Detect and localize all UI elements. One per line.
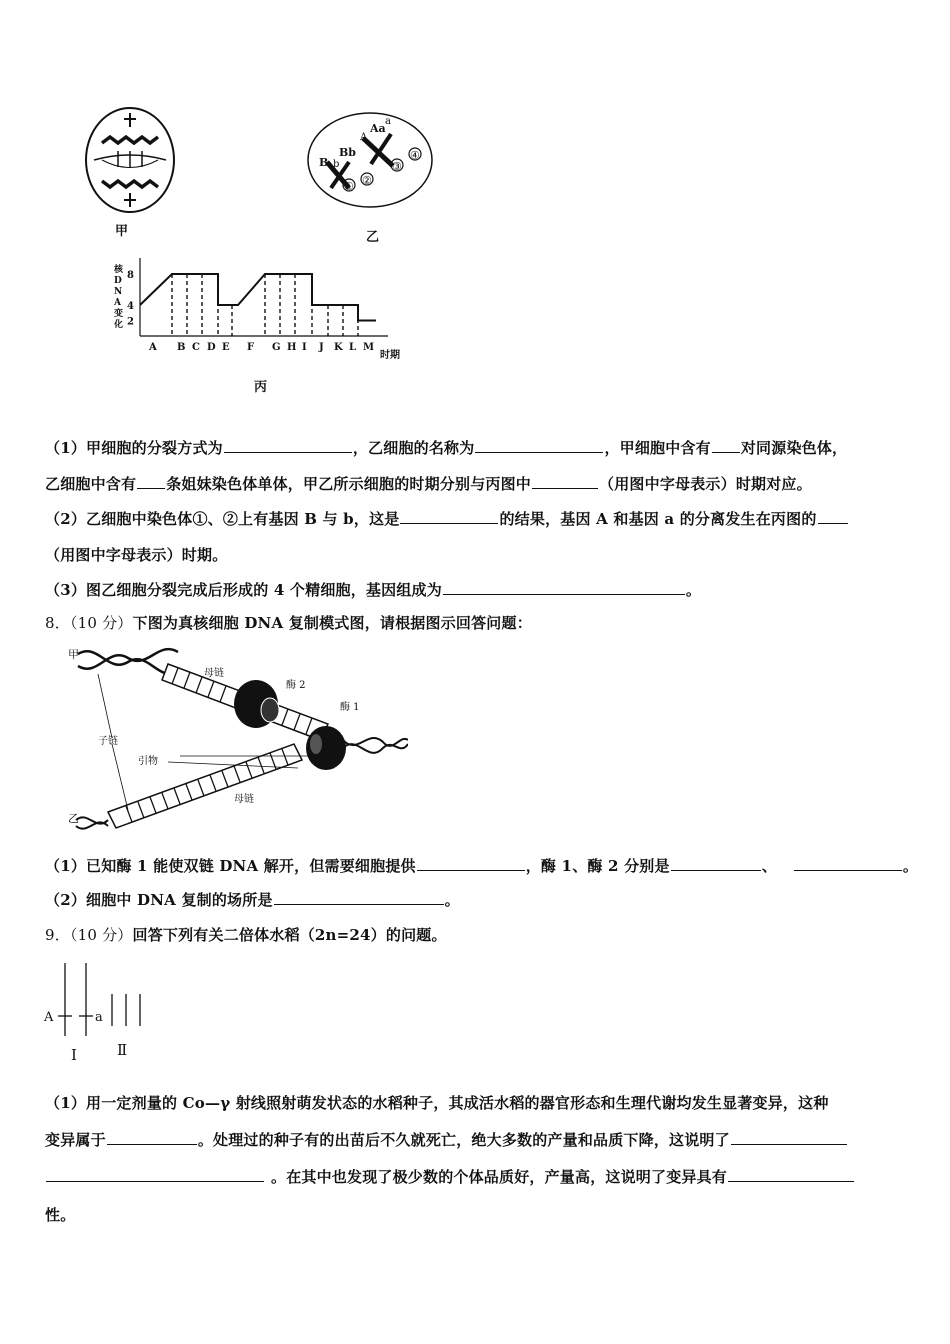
yi-gene-Bb: Bb bbox=[339, 146, 356, 159]
q8-blank-enzyme1[interactable] bbox=[671, 856, 761, 871]
rice-gene-A: A bbox=[44, 1010, 54, 1025]
y-axis-label bbox=[113, 263, 124, 330]
q7-blank-cell-name[interactable] bbox=[475, 438, 603, 453]
cell-jia-figure bbox=[80, 105, 180, 215]
yi-number-1: ① bbox=[344, 180, 354, 193]
y-axis-label-char: A bbox=[114, 298, 121, 308]
cell-yi-figure bbox=[305, 110, 435, 210]
q8-blank-location[interactable] bbox=[274, 890, 444, 905]
x-tick-label-F: F bbox=[247, 342, 255, 353]
dna-label-enzyme1: 酶 1 bbox=[340, 702, 360, 713]
q7-blank-periods[interactable] bbox=[532, 474, 598, 489]
x-tick-label-C: C bbox=[192, 342, 200, 353]
dna-label-mother-strand-top: 母链 bbox=[204, 668, 224, 679]
q7-part1-line2: 乙细胞中含有 条姐妹染色体单体，甲乙所示细胞的时期分别与丙图中 （用图中字母表示）时期对应。 bbox=[45, 475, 812, 493]
yi-number-3: ③ bbox=[392, 160, 402, 173]
x-tick-label-H: H bbox=[287, 342, 297, 353]
q7-part2-line2: （用图中字母表示）时期。 bbox=[45, 546, 228, 564]
q9-stem: 9．（10 分）回答下列有关二倍体水稻（2n=24）的问题。 bbox=[45, 926, 447, 944]
q8-stem: 8．（10 分）下图为真核细胞 DNA 复制模式图，请根据图示回答问题： bbox=[45, 614, 532, 632]
y-axis-label-char: 变 bbox=[114, 309, 124, 319]
q9-blank-variation-type[interactable] bbox=[107, 1130, 197, 1145]
q9-part1-line1: （1）用一定剂量的 Co—γ 射线照射萌发状态的水稻种子，其成活水稻的器官形态和生理代谢均发生显著变异，这种 bbox=[45, 1094, 829, 1112]
rice-label-II: Ⅱ bbox=[117, 1041, 128, 1059]
x-tick-label-I: I bbox=[302, 342, 307, 353]
x-tick-label-J: J bbox=[319, 342, 324, 353]
q8-blank-enzyme2[interactable] bbox=[794, 856, 902, 871]
y-tick-label-4: 4 bbox=[127, 301, 134, 312]
dna-label-jia: 甲 bbox=[68, 648, 79, 661]
x-tick-label-B: B bbox=[177, 342, 186, 353]
yi-gene-a: a bbox=[385, 116, 391, 127]
y-axis-label-char: N bbox=[114, 287, 123, 297]
x-tick-label-A: A bbox=[149, 342, 157, 353]
rice-chromosome-figure bbox=[40, 958, 160, 1068]
yi-gene-B: B bbox=[319, 156, 329, 169]
dna-label-enzyme2: 酶 2 bbox=[286, 680, 306, 691]
yi-number-4: ④ bbox=[410, 149, 420, 162]
q7-blank-cause[interactable] bbox=[400, 509, 498, 524]
x-tick-label-G: G bbox=[272, 342, 281, 353]
yi-gene-Aa: Aa bbox=[370, 122, 386, 135]
x-axis-label: 时期 bbox=[380, 350, 400, 361]
q8-blank-energy[interactable] bbox=[417, 856, 525, 871]
dna-replication-figure bbox=[68, 644, 408, 834]
q7-blank-division-type[interactable] bbox=[224, 438, 352, 453]
q7-blank-genotypes[interactable] bbox=[443, 580, 685, 595]
yi-gene-b: b bbox=[333, 159, 340, 170]
dna-label-primer: 引物 bbox=[138, 756, 158, 767]
y-tick-label-2: 2 bbox=[127, 316, 134, 328]
y-axis-label-char: 核 bbox=[114, 265, 124, 275]
x-tick-label-K: K bbox=[334, 342, 343, 353]
chart-bing-caption: 丙 bbox=[254, 380, 268, 395]
x-tick-label-D: D bbox=[207, 342, 216, 353]
q9-part1-line3: 。在其中也发现了极少数的个体品质好，产量高，这说明了变异具有 bbox=[45, 1166, 855, 1187]
x-tick-label-L: L bbox=[349, 342, 357, 353]
rice-gene-a: a bbox=[95, 1010, 103, 1025]
q7-blank-separation-period[interactable] bbox=[818, 509, 848, 524]
y-tick-label-8: 8 bbox=[127, 270, 134, 281]
y-axis-label-char: 化 bbox=[114, 320, 124, 330]
chart-bing bbox=[100, 250, 410, 365]
q7-part1-line1: （1）甲细胞的分裂方式为 ，乙细胞的名称为 ，甲细胞中含有 对同源染色体， bbox=[45, 439, 848, 457]
y-axis-label-char: D bbox=[114, 276, 122, 286]
q9-part1-line2: 变异属于 。处理过的种子有的出苗后不久就死亡，绝大多数的产量和品质下降，这说明了 bbox=[45, 1129, 848, 1150]
dna-content-line bbox=[140, 274, 376, 321]
q7-part2-line1: （2）乙细胞中染色体①、②上有基因 B 与 b，这是 的结果，基因 A 和基因 a 的分离发生在丙图的 bbox=[45, 508, 849, 529]
q9-blank-explanation-part1[interactable] bbox=[731, 1130, 847, 1145]
rice-label-I: I bbox=[71, 1046, 77, 1064]
dna-label-daughter-strand: 子链 bbox=[98, 736, 118, 747]
q7-blank-chromatids[interactable] bbox=[137, 474, 165, 489]
q9-blank-variation-property[interactable] bbox=[728, 1167, 854, 1182]
q8-part2: （2）细胞中 DNA 复制的场所是 。 bbox=[45, 891, 460, 909]
q9-part1-line4: 性。 bbox=[45, 1206, 76, 1224]
yi-gene-A: A bbox=[360, 132, 368, 143]
fig-yi-caption: 乙 bbox=[366, 230, 380, 245]
dna-label-yi: 乙 bbox=[68, 812, 79, 825]
q7-part3: （3）图乙细胞分裂完成后形成的 4 个精细胞，基因组成为 。 bbox=[45, 581, 702, 599]
q9-blank-explanation-part2[interactable] bbox=[46, 1167, 264, 1182]
x-tick-label-E: E bbox=[222, 342, 230, 353]
q7-blank-homologous-pairs[interactable] bbox=[712, 438, 740, 453]
dna-label-mother-strand-bottom: 母链 bbox=[234, 794, 254, 805]
yi-number-2: ② bbox=[362, 174, 372, 187]
fig-jia-caption: 甲 bbox=[115, 224, 129, 239]
x-tick-label-M: M bbox=[363, 342, 375, 353]
q8-part1: （1）已知酶 1 能使双链 DNA 解开，但需要细胞提供 ，酶 1、酶 2 分别是 、 。 bbox=[45, 857, 919, 875]
